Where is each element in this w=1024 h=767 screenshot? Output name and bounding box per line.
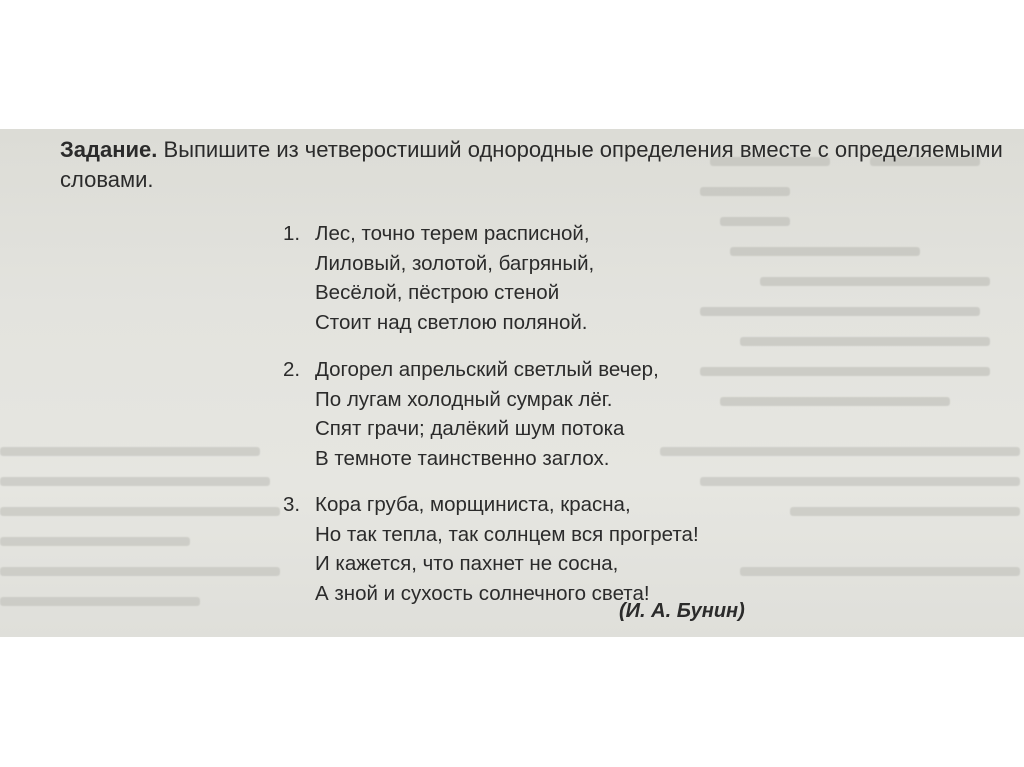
- poem-line: Но так тепла, так солнцем вся прогрета!: [315, 522, 699, 546]
- poem-3: [283, 490, 699, 608]
- poem-line: Кора груба, морщиниста, красна,: [315, 493, 631, 516]
- task-text: Выпишите из четверостиший однородные определения вместе с определяемыми словами.: [60, 137, 1003, 192]
- poem-line: По лугам холодный сумрак лёг.: [315, 387, 613, 411]
- poem-2: [283, 355, 659, 473]
- textbook-page-photo: [0, 129, 1024, 637]
- poem-number: 2.: [283, 358, 301, 381]
- poem-author: (И. А. Бунин): [619, 600, 745, 622]
- poem-line: Весёлой, пёстрою стеной: [315, 281, 560, 304]
- poem-line: Лиловый, золотой, багряный,: [315, 251, 595, 275]
- poem-line: А зной и сухость солнечного света!: [315, 581, 650, 605]
- poem-line: Догорел апрельский светлый вечер,: [315, 358, 659, 381]
- poem-number: 1.: [283, 222, 301, 245]
- poem-line: И кажется, что пахнет не сосна,: [315, 552, 619, 575]
- task-lead: Задание.: [60, 137, 158, 162]
- poem-number: 3.: [283, 493, 301, 516]
- poem-1: [283, 219, 594, 337]
- poem-line: Стоит над светлою поляной.: [315, 310, 588, 334]
- task-instruction: [60, 135, 1010, 195]
- poem-line: Лес, точно терем расписной,: [315, 222, 590, 245]
- poem-line: Спят грачи; далёкий шум потока: [315, 417, 625, 440]
- poem-line: В темноте таинственно заглох.: [315, 446, 610, 470]
